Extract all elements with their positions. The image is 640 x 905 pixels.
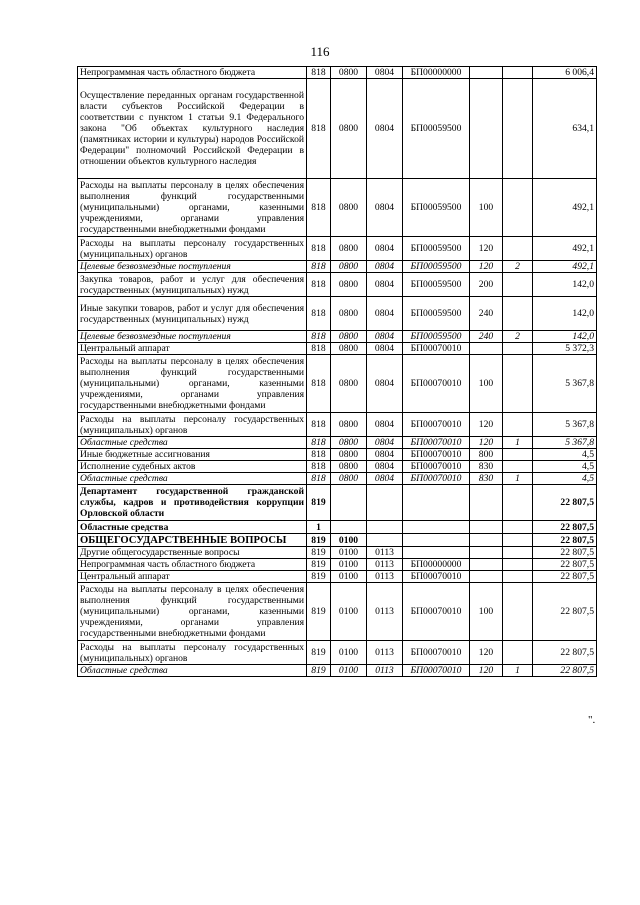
- row-target-article-cell: БП00070010: [403, 641, 470, 665]
- row-name-cell: Закупка товаров, работ и услуг для обеспечения государственных (муниципальных) нужд: [78, 273, 307, 297]
- row-subsection-cell: 0804: [367, 413, 403, 437]
- row-target-article-cell: [403, 547, 470, 559]
- row-target-article-cell: БП00059500: [403, 179, 470, 237]
- row-source-cell: 1: [503, 473, 533, 485]
- table-row: [78, 559, 597, 571]
- row-expense-type-cell: 830: [470, 461, 503, 473]
- row-subsection-cell: 0804: [367, 461, 403, 473]
- row-section-cell: 0100: [331, 583, 367, 641]
- row-name-cell: Расходы на выплаты персоналу в целях обеспечения выполнения функций государственными (муниципальными) органами, казенными учреждениями, органами управления государственными внебюджетными фондами: [78, 583, 307, 641]
- row-amount-cell: 4,5: [533, 461, 597, 473]
- row-source-cell: 1: [503, 437, 533, 449]
- row-ved-cell: 819: [307, 547, 331, 559]
- row-subsection-cell: 0113: [367, 583, 403, 641]
- table-row: [78, 261, 597, 273]
- row-amount-cell: 5 367,8: [533, 413, 597, 437]
- row-ved-cell: 819: [307, 641, 331, 665]
- row-name-cell: ОБЩЕГОСУДАРСТВЕННЫЕ ВОПРОСЫ: [78, 534, 307, 547]
- row-ved-cell: 818: [307, 179, 331, 237]
- table-row: [78, 665, 597, 677]
- table-row: [78, 583, 597, 641]
- budget-table-body: [78, 67, 597, 677]
- row-ved-cell: 819: [307, 559, 331, 571]
- row-subsection-cell: 0804: [367, 179, 403, 237]
- row-name-cell: Осуществление переданных органам государственной власти субъектов Российской Федерации в соответствии с пунктом 1 статьи 9.1 Федерального закона "Об объектах культурного наследия (памятниках истории и культуры) народов Российской Федерации" полномочий Российской Федерации в отношении объектов культурного наследия: [78, 79, 307, 179]
- row-name-cell: Центральный аппарат: [78, 571, 307, 583]
- row-subsection-cell: [367, 534, 403, 547]
- row-section-cell: 0800: [331, 179, 367, 237]
- closing-quote-mark: ".: [588, 714, 596, 726]
- page-number: 116: [310, 44, 330, 59]
- row-target-article-cell: БП00070010: [403, 473, 470, 485]
- row-subsection-cell: 0804: [367, 437, 403, 449]
- row-amount-cell: 492,1: [533, 261, 597, 273]
- row-source-cell: [503, 461, 533, 473]
- table-row: [78, 67, 597, 79]
- row-amount-cell: 492,1: [533, 179, 597, 237]
- row-expense-type-cell: [470, 521, 503, 534]
- row-ved-cell: 818: [307, 67, 331, 79]
- row-name-cell: Иные закупки товаров, работ и услуг для обеспечения государственных (муниципальных) нужд: [78, 297, 307, 331]
- row-ved-cell: 818: [307, 297, 331, 331]
- row-subsection-cell: 0804: [367, 343, 403, 355]
- row-expense-type-cell: 240: [470, 297, 503, 331]
- row-amount-cell: 5 372,3: [533, 343, 597, 355]
- row-expense-type-cell: 120: [470, 237, 503, 261]
- row-target-article-cell: БП00059500: [403, 261, 470, 273]
- table-row: [78, 355, 597, 413]
- row-amount-cell: 492,1: [533, 237, 597, 261]
- row-section-cell: 0800: [331, 461, 367, 473]
- row-expense-type-cell: [470, 559, 503, 571]
- table-row: [78, 413, 597, 437]
- row-section-cell: 0100: [331, 547, 367, 559]
- row-expense-type-cell: 120: [470, 641, 503, 665]
- row-amount-cell: 142,0: [533, 331, 597, 343]
- row-section-cell: 0100: [331, 665, 367, 677]
- row-name-cell: Целевые безвозмездные поступления: [78, 331, 307, 343]
- row-target-article-cell: БП00070010: [403, 449, 470, 461]
- row-expense-type-cell: [470, 534, 503, 547]
- row-subsection-cell: 0804: [367, 331, 403, 343]
- row-subsection-cell: 0113: [367, 559, 403, 571]
- row-source-cell: [503, 534, 533, 547]
- row-section-cell: [331, 485, 367, 521]
- row-ved-cell: 818: [307, 473, 331, 485]
- row-source-cell: [503, 521, 533, 534]
- row-ved-cell: 818: [307, 273, 331, 297]
- row-subsection-cell: 0113: [367, 665, 403, 677]
- row-target-article-cell: БП00070010: [403, 461, 470, 473]
- row-subsection-cell: [367, 521, 403, 534]
- row-source-cell: [503, 547, 533, 559]
- row-expense-type-cell: 800: [470, 449, 503, 461]
- row-source-cell: [503, 559, 533, 571]
- row-ved-cell: 818: [307, 413, 331, 437]
- row-amount-cell: 22 807,5: [533, 641, 597, 665]
- row-amount-cell: 142,0: [533, 297, 597, 331]
- row-expense-type-cell: [470, 343, 503, 355]
- row-amount-cell: 22 807,5: [533, 547, 597, 559]
- row-source-cell: [503, 355, 533, 413]
- row-expense-type-cell: [470, 571, 503, 583]
- row-source-cell: [503, 79, 533, 179]
- row-target-article-cell: БП00059500: [403, 273, 470, 297]
- row-name-cell: Расходы на выплаты персоналу государственных (муниципальных) органов: [78, 641, 307, 665]
- row-target-article-cell: БП00059500: [403, 237, 470, 261]
- row-expense-type-cell: 100: [470, 583, 503, 641]
- row-source-cell: [503, 67, 533, 79]
- table-row: [78, 437, 597, 449]
- row-ved-cell: 1: [307, 521, 331, 534]
- table-row: [78, 79, 597, 179]
- row-target-article-cell: [403, 534, 470, 547]
- row-name-cell: Расходы на выплаты персоналу государственных (муниципальных) органов: [78, 237, 307, 261]
- row-expense-type-cell: 240: [470, 331, 503, 343]
- row-subsection-cell: 0113: [367, 641, 403, 665]
- row-expense-type-cell: 200: [470, 273, 503, 297]
- row-source-cell: 2: [503, 261, 533, 273]
- row-amount-cell: 5 367,8: [533, 437, 597, 449]
- row-amount-cell: 22 807,5: [533, 571, 597, 583]
- row-name-cell: Расходы на выплаты персоналу государственных (муниципальных) органов: [78, 413, 307, 437]
- row-section-cell: 0800: [331, 237, 367, 261]
- row-source-cell: [503, 343, 533, 355]
- row-section-cell: 0800: [331, 297, 367, 331]
- row-amount-cell: 22 807,5: [533, 485, 597, 521]
- row-ved-cell: 818: [307, 355, 331, 413]
- row-subsection-cell: 0804: [367, 273, 403, 297]
- table-row: [78, 449, 597, 461]
- row-ved-cell: 818: [307, 79, 331, 179]
- row-expense-type-cell: 100: [470, 355, 503, 413]
- row-amount-cell: 4,5: [533, 473, 597, 485]
- row-ved-cell: 818: [307, 331, 331, 343]
- table-row: [78, 461, 597, 473]
- row-expense-type-cell: 120: [470, 437, 503, 449]
- row-section-cell: 0100: [331, 559, 367, 571]
- row-amount-cell: 4,5: [533, 449, 597, 461]
- row-expense-type-cell: 120: [470, 413, 503, 437]
- row-expense-type-cell: 120: [470, 665, 503, 677]
- row-expense-type-cell: [470, 485, 503, 521]
- row-name-cell: Исполнение судебных актов: [78, 461, 307, 473]
- row-target-article-cell: БП00070010: [403, 413, 470, 437]
- row-subsection-cell: 0804: [367, 261, 403, 273]
- table-row: [78, 237, 597, 261]
- table-row: [78, 571, 597, 583]
- row-name-cell: Целевые безвозмездные поступления: [78, 261, 307, 273]
- row-target-article-cell: БП00059500: [403, 79, 470, 179]
- row-amount-cell: 142,0: [533, 273, 597, 297]
- row-expense-type-cell: 830: [470, 473, 503, 485]
- row-subsection-cell: 0804: [367, 355, 403, 413]
- row-target-article-cell: БП00059500: [403, 331, 470, 343]
- row-target-article-cell: БП00059500: [403, 297, 470, 331]
- row-source-cell: [503, 485, 533, 521]
- row-subsection-cell: 0113: [367, 571, 403, 583]
- row-ved-cell: 818: [307, 437, 331, 449]
- row-source-cell: [503, 179, 533, 237]
- row-source-cell: 1: [503, 665, 533, 677]
- row-section-cell: [331, 521, 367, 534]
- row-ved-cell: 819: [307, 571, 331, 583]
- row-subsection-cell: 0804: [367, 449, 403, 461]
- row-section-cell: 0100: [331, 571, 367, 583]
- row-target-article-cell: БП00070010: [403, 665, 470, 677]
- table-row: [78, 547, 597, 559]
- table-row: [78, 331, 597, 343]
- table-row: [78, 297, 597, 331]
- row-name-cell: Центральный аппарат: [78, 343, 307, 355]
- row-amount-cell: 22 807,5: [533, 534, 597, 547]
- row-name-cell: Областные средства: [78, 473, 307, 485]
- budget-table: [77, 66, 597, 677]
- row-target-article-cell: БП00070010: [403, 571, 470, 583]
- row-ved-cell: 818: [307, 449, 331, 461]
- table-row: [78, 521, 597, 534]
- row-source-cell: [503, 273, 533, 297]
- row-section-cell: 0800: [331, 331, 367, 343]
- table-row: [78, 343, 597, 355]
- row-section-cell: 0100: [331, 534, 367, 547]
- row-ved-cell: 819: [307, 583, 331, 641]
- row-name-cell: Областные средства: [78, 665, 307, 677]
- row-ved-cell: 818: [307, 461, 331, 473]
- row-subsection-cell: 0804: [367, 79, 403, 179]
- row-ved-cell: 818: [307, 261, 331, 273]
- row-section-cell: 0800: [331, 437, 367, 449]
- row-name-cell: Расходы на выплаты персоналу в целях обеспечения выполнения функций государственными (муниципальными) органами, казенными учреждениями, органами управления государственными внебюджетными фондами: [78, 355, 307, 413]
- row-section-cell: 0800: [331, 449, 367, 461]
- row-section-cell: 0800: [331, 261, 367, 273]
- table-row: [78, 273, 597, 297]
- row-name-cell: Непрограммная часть областного бюджета: [78, 67, 307, 79]
- table-row: [78, 534, 597, 547]
- row-target-article-cell: [403, 521, 470, 534]
- row-ved-cell: 819: [307, 485, 331, 521]
- table-row: [78, 485, 597, 521]
- row-name-cell: Областные средства: [78, 437, 307, 449]
- row-target-article-cell: [403, 485, 470, 521]
- row-amount-cell: 22 807,5: [533, 583, 597, 641]
- row-amount-cell: 22 807,5: [533, 559, 597, 571]
- table-row: [78, 641, 597, 665]
- row-target-article-cell: БП00070010: [403, 437, 470, 449]
- row-name-cell: Непрограммная часть областного бюджета: [78, 559, 307, 571]
- row-subsection-cell: 0804: [367, 67, 403, 79]
- row-subsection-cell: 0804: [367, 473, 403, 485]
- row-name-cell: Областные средства: [78, 521, 307, 534]
- row-section-cell: 0800: [331, 273, 367, 297]
- row-expense-type-cell: 100: [470, 179, 503, 237]
- row-amount-cell: 634,1: [533, 79, 597, 179]
- row-section-cell: 0800: [331, 79, 367, 179]
- row-amount-cell: 5 367,8: [533, 355, 597, 413]
- row-source-cell: [503, 571, 533, 583]
- row-source-cell: 2: [503, 331, 533, 343]
- row-section-cell: 0800: [331, 355, 367, 413]
- row-expense-type-cell: [470, 79, 503, 179]
- row-name-cell: Расходы на выплаты персоналу в целях обеспечения выполнения функций государственными (муниципальными) органами, казенными учреждениями, органами управления государственными внебюджетными фондами: [78, 179, 307, 237]
- row-section-cell: 0800: [331, 473, 367, 485]
- row-expense-type-cell: [470, 67, 503, 79]
- row-subsection-cell: 0804: [367, 297, 403, 331]
- row-amount-cell: 22 807,5: [533, 521, 597, 534]
- row-target-article-cell: БП00070010: [403, 343, 470, 355]
- row-section-cell: 0800: [331, 413, 367, 437]
- row-expense-type-cell: 120: [470, 261, 503, 273]
- row-ved-cell: 819: [307, 665, 331, 677]
- row-source-cell: [503, 449, 533, 461]
- row-ved-cell: 818: [307, 237, 331, 261]
- row-target-article-cell: БП00000000: [403, 67, 470, 79]
- row-source-cell: [503, 237, 533, 261]
- row-name-cell: Другие общегосударственные вопросы: [78, 547, 307, 559]
- row-target-article-cell: БП00000000: [403, 559, 470, 571]
- row-target-article-cell: БП00070010: [403, 583, 470, 641]
- row-amount-cell: 6 006,4: [533, 67, 597, 79]
- row-name-cell: Иные бюджетные ассигнования: [78, 449, 307, 461]
- row-source-cell: [503, 413, 533, 437]
- row-source-cell: [503, 641, 533, 665]
- row-expense-type-cell: [470, 547, 503, 559]
- table-row: [78, 473, 597, 485]
- row-target-article-cell: БП00070010: [403, 355, 470, 413]
- row-name-cell: Департамент государственной гражданской службы, кадров и противодействия коррупции Орловской области: [78, 485, 307, 521]
- row-section-cell: 0800: [331, 343, 367, 355]
- row-source-cell: [503, 297, 533, 331]
- row-source-cell: [503, 583, 533, 641]
- row-subsection-cell: 0113: [367, 547, 403, 559]
- table-row: [78, 179, 597, 237]
- row-ved-cell: 819: [307, 534, 331, 547]
- row-subsection-cell: 0804: [367, 237, 403, 261]
- row-section-cell: 0100: [331, 641, 367, 665]
- row-section-cell: 0800: [331, 67, 367, 79]
- row-ved-cell: 818: [307, 343, 331, 355]
- row-amount-cell: 22 807,5: [533, 665, 597, 677]
- row-subsection-cell: [367, 485, 403, 521]
